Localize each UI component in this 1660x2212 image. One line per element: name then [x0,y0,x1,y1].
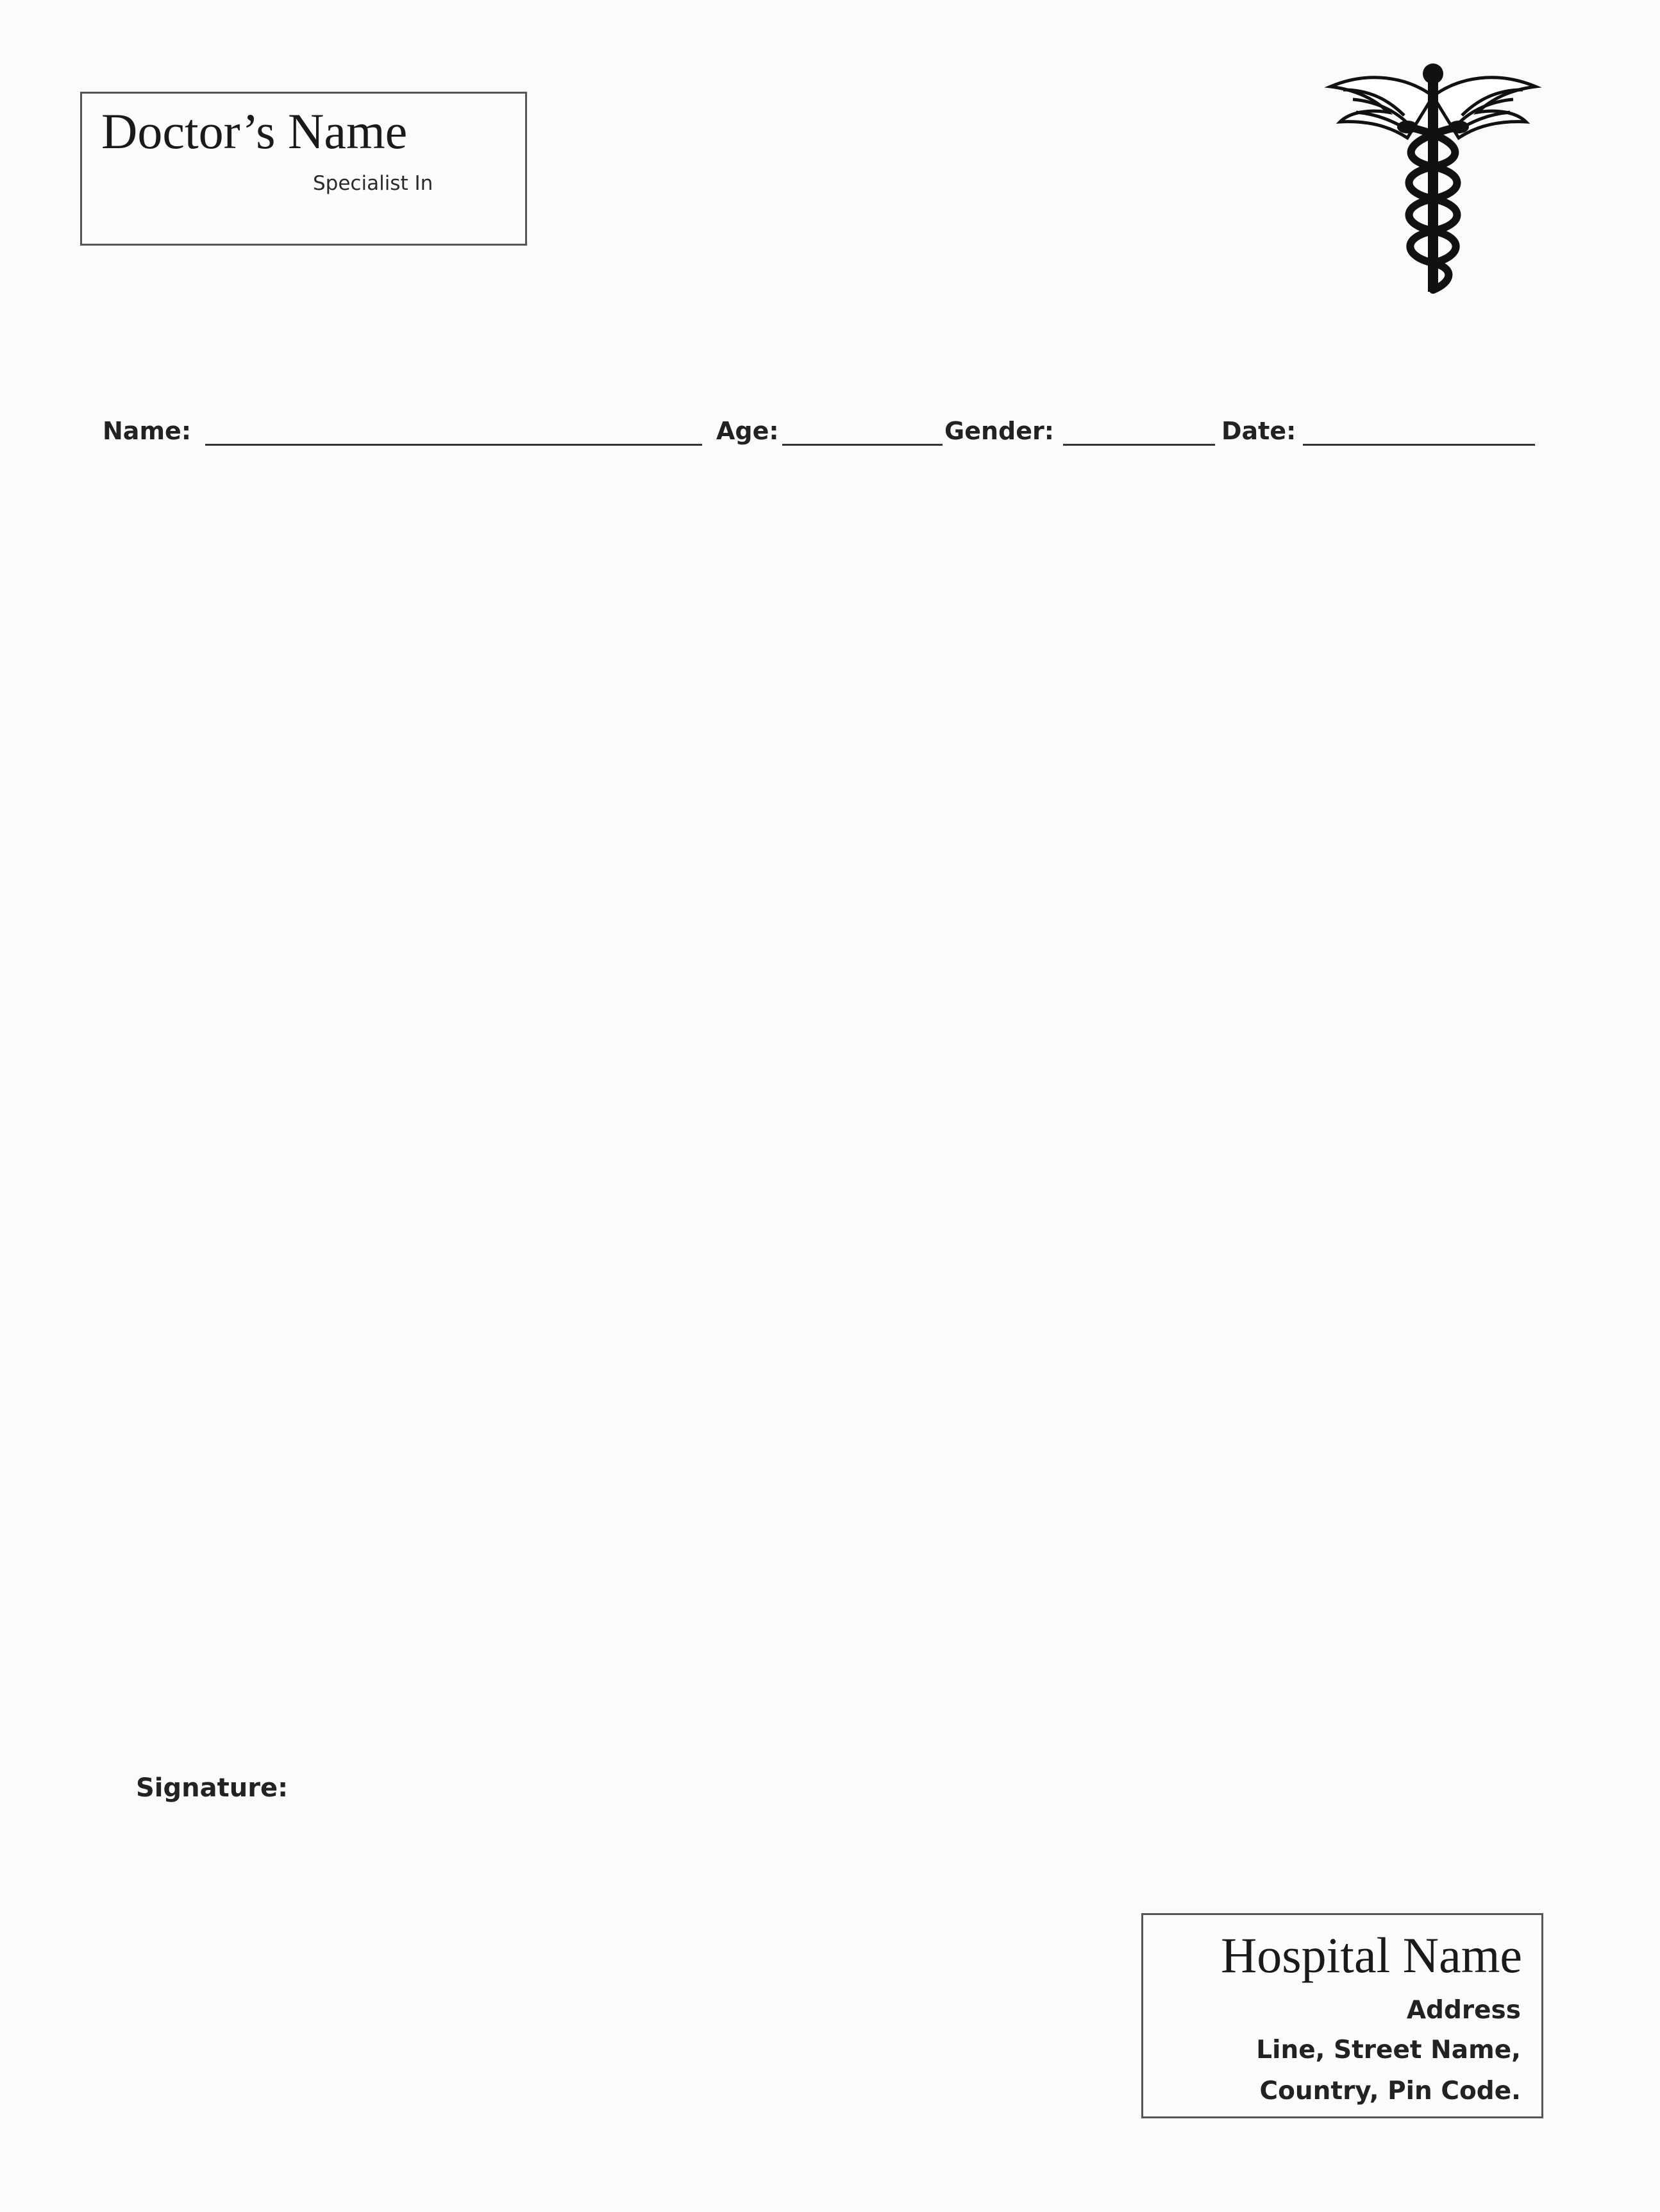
hospital-address-line3: Country, Pin Code. [1259,2077,1521,2106]
prescription-sheet [33,3,1627,2209]
gender-field-line[interactable] [1063,444,1215,446]
hospital-address-line1: Address [1406,1996,1521,2025]
date-label: Date: [1221,417,1296,445]
gender-label: Gender: [944,417,1054,445]
name-field-line[interactable] [205,444,702,446]
patient-info-row [0,417,1660,455]
signature-label: Signature: [136,1773,289,1803]
doctor-name: Doctor’s Name [101,103,408,159]
doctor-info-box [80,92,527,246]
hospital-name: Hospital Name [1220,1927,1522,1983]
hospital-address-line2: Line, Street Name, [1256,2036,1521,2064]
age-label: Age: [716,417,779,445]
doctor-specialty: Specialist In [313,172,433,195]
hospital-info-box [1141,1913,1543,2118]
name-label: Name: [103,417,192,445]
age-field-line[interactable] [782,444,943,446]
date-field-line[interactable] [1303,444,1535,446]
caduceus-icon [1318,51,1548,308]
